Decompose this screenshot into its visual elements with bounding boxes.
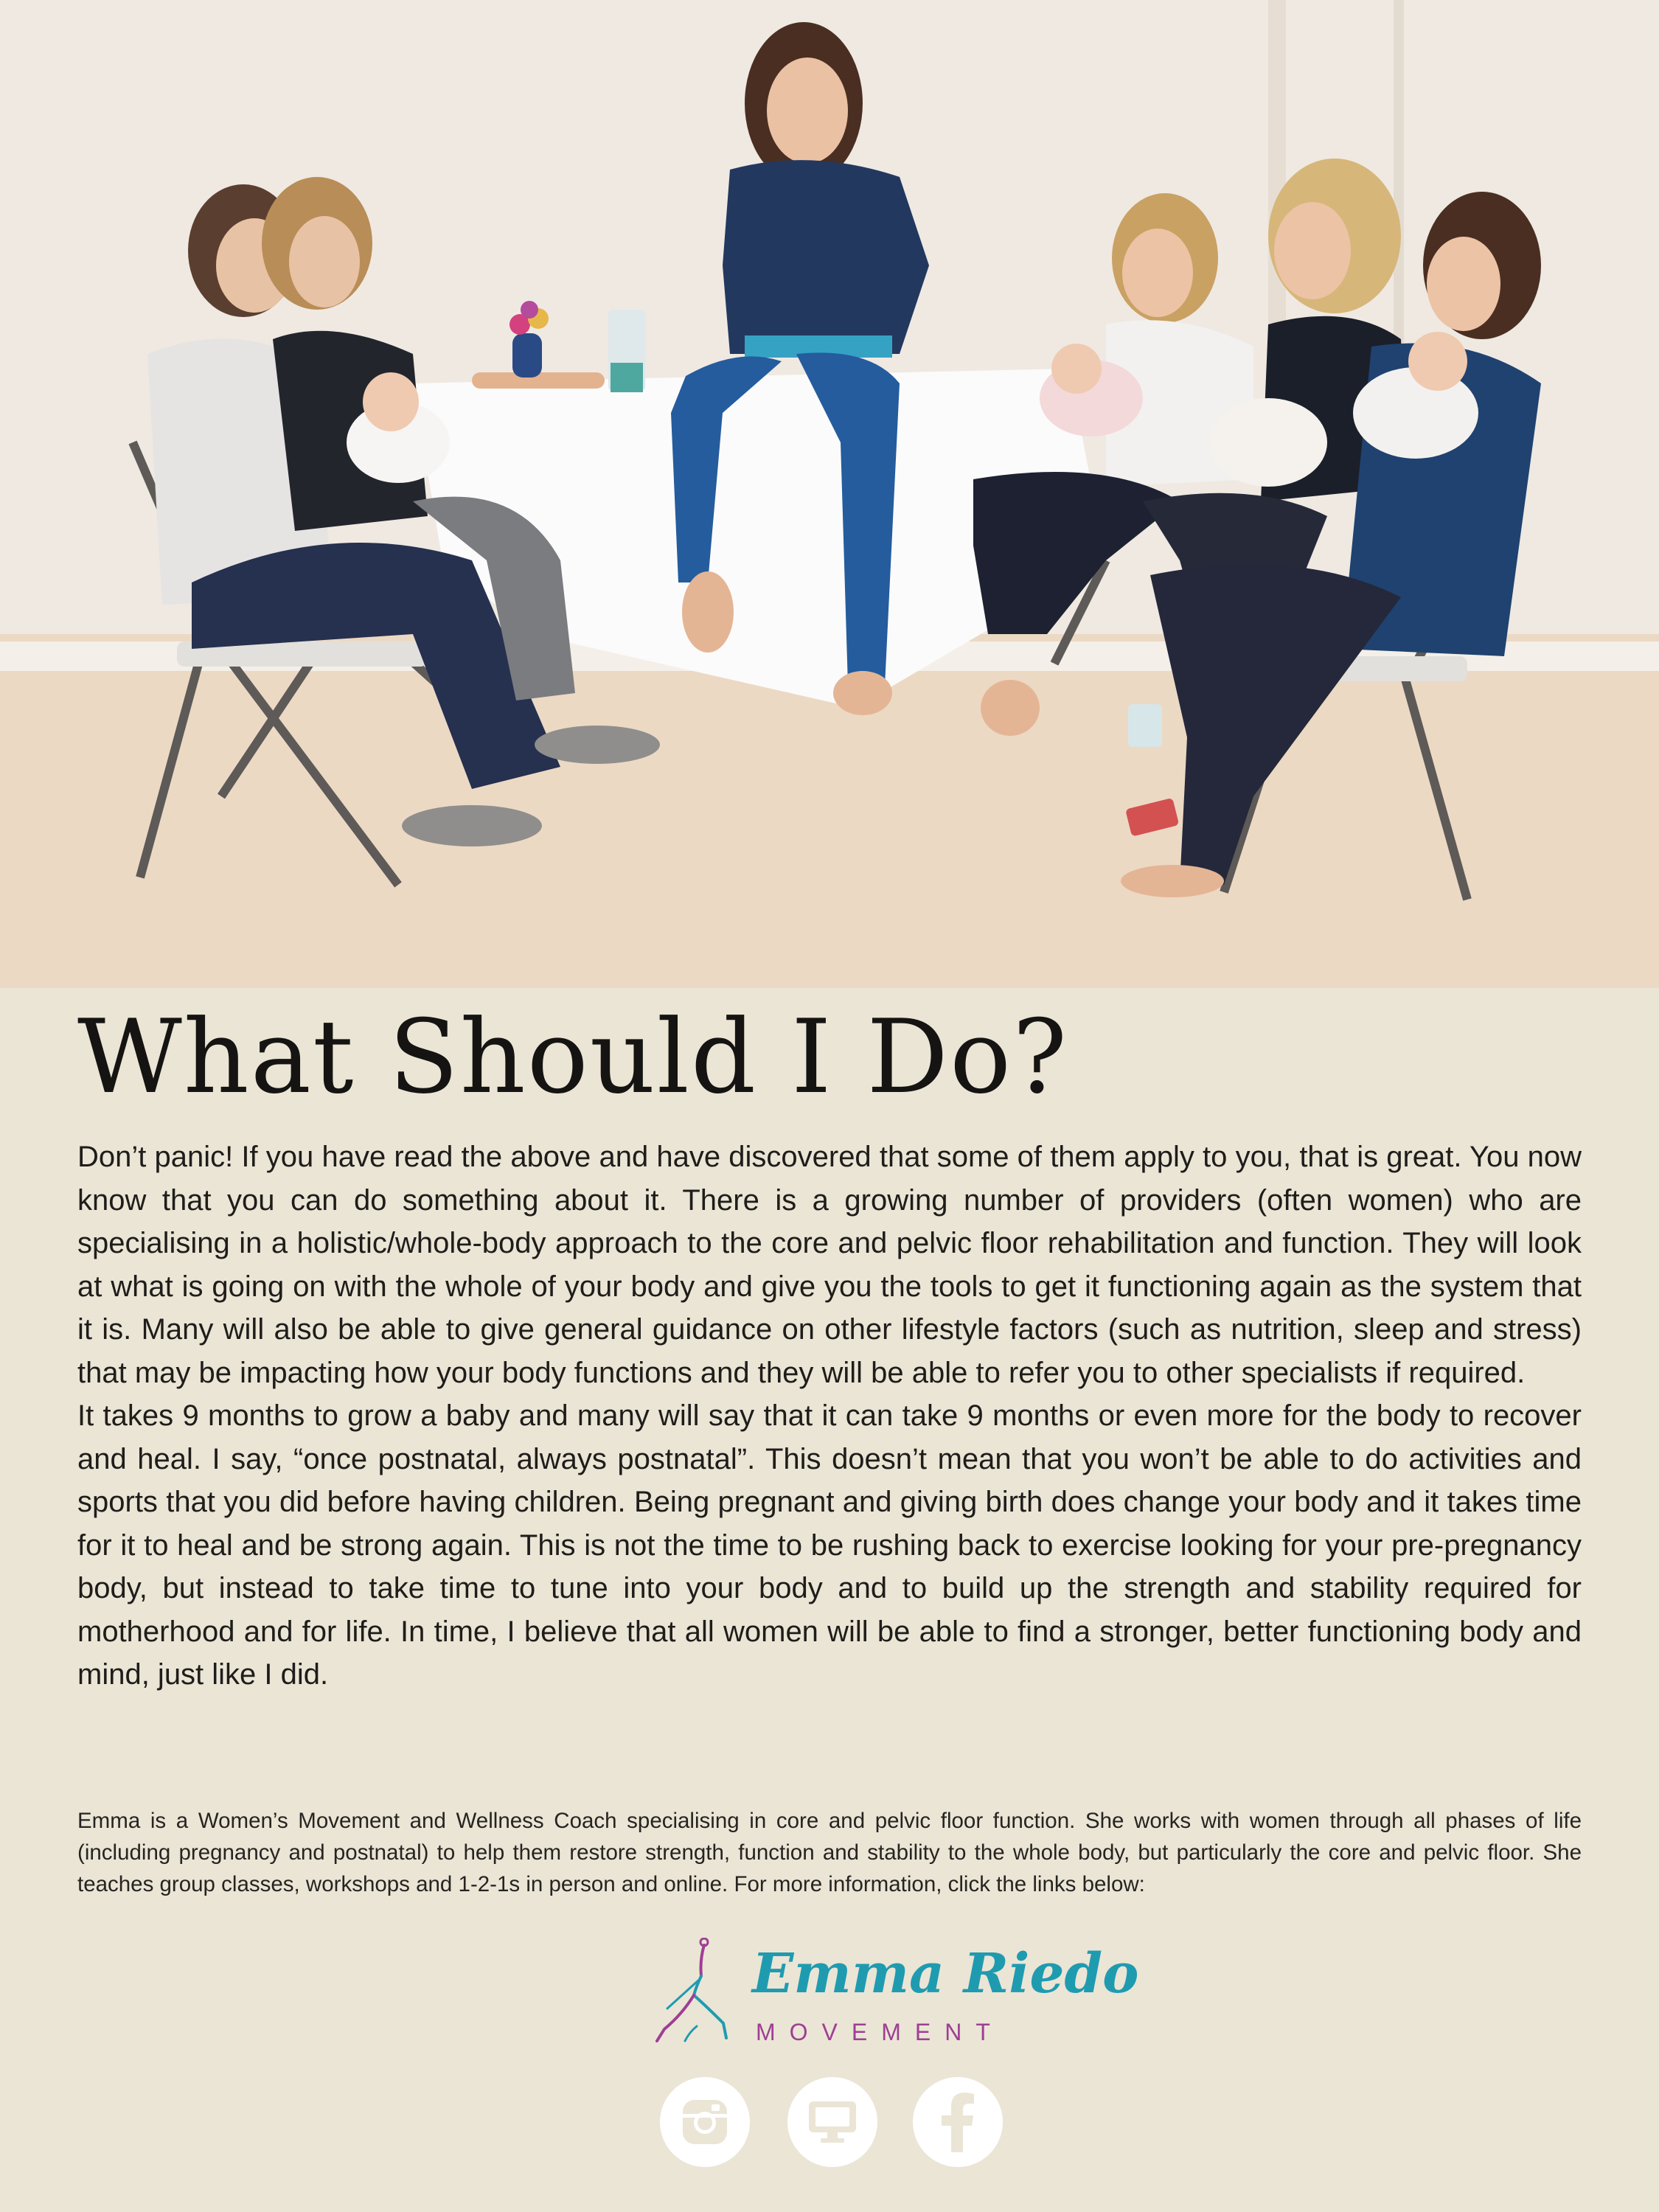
logo-subtitle: MOVEMENT (756, 2019, 1004, 2045)
logo-name: Emma Riedo (752, 1942, 1139, 2006)
website-monitor-icon (807, 2098, 858, 2146)
instagram-icon (681, 2098, 729, 2146)
article-body (77, 1135, 1582, 1697)
facebook-icon (939, 2092, 976, 2152)
social-links (0, 2077, 1659, 2168)
instagram-link[interactable] (660, 2077, 750, 2167)
group-class-illustration (0, 0, 1659, 988)
facebook-link[interactable] (913, 2077, 1003, 2167)
yoga-figure-icon (653, 1938, 752, 2048)
brand-logo[interactable] (653, 1938, 1139, 2052)
author-bio (77, 1805, 1582, 1900)
website-link[interactable] (787, 2077, 877, 2167)
bio-text: Emma is a Women’s Movement and Wellness Coach specialising in core and pelvic floor function. She works with women through all phases of life (including pregnancy and postnatal) to help them restore strength, function and stability to the whole body, but particularly the core and pelvic floor. She teaches group classes, workshops and 1-2-1s in person and online. For more information, click the links below: (77, 1809, 1582, 1896)
body-paragraph-1: Don’t panic! If you have read the above and have discovered that some of them apply to you, that is great. You now know that you can do something about it. There is a growing number of providers (often women) who are specialising in a holistic/whole-body approach to the core and pelvic floor rehabilitation and function. They will look at what is going on with the whole of your body and give you the tools to get it functioning again as the system that it is. Many will also be able to give general guidance on other lifestyle factors (such as nutrition, sleep and stress) that may be impacting how your body functions and they will be able to refer you to other specialists if required. (77, 1141, 1582, 1389)
body-paragraph-2: It takes 9 months to grow a baby and many will say that it can take 9 months or even more for the body to recover and heal. I say, “once postnatal, always postnatal”. This doesn’t mean that you won’t be able to do activities and sports that you did before having children. Being pregnant and giving birth does change your body and it takes time for it to heal and be strong again. This is not the time to be rushing back to exercise looking for your pre-pregnancy body, but instead to take time to tune into your body and to build up the strength and stability required for motherhood and for life. In time, I believe that all women will be able to find a stronger, better functioning body and mind, just like I did. (77, 1399, 1582, 1691)
hero-photo (0, 0, 1659, 988)
page-title: What Should I Do? (77, 998, 1069, 1116)
